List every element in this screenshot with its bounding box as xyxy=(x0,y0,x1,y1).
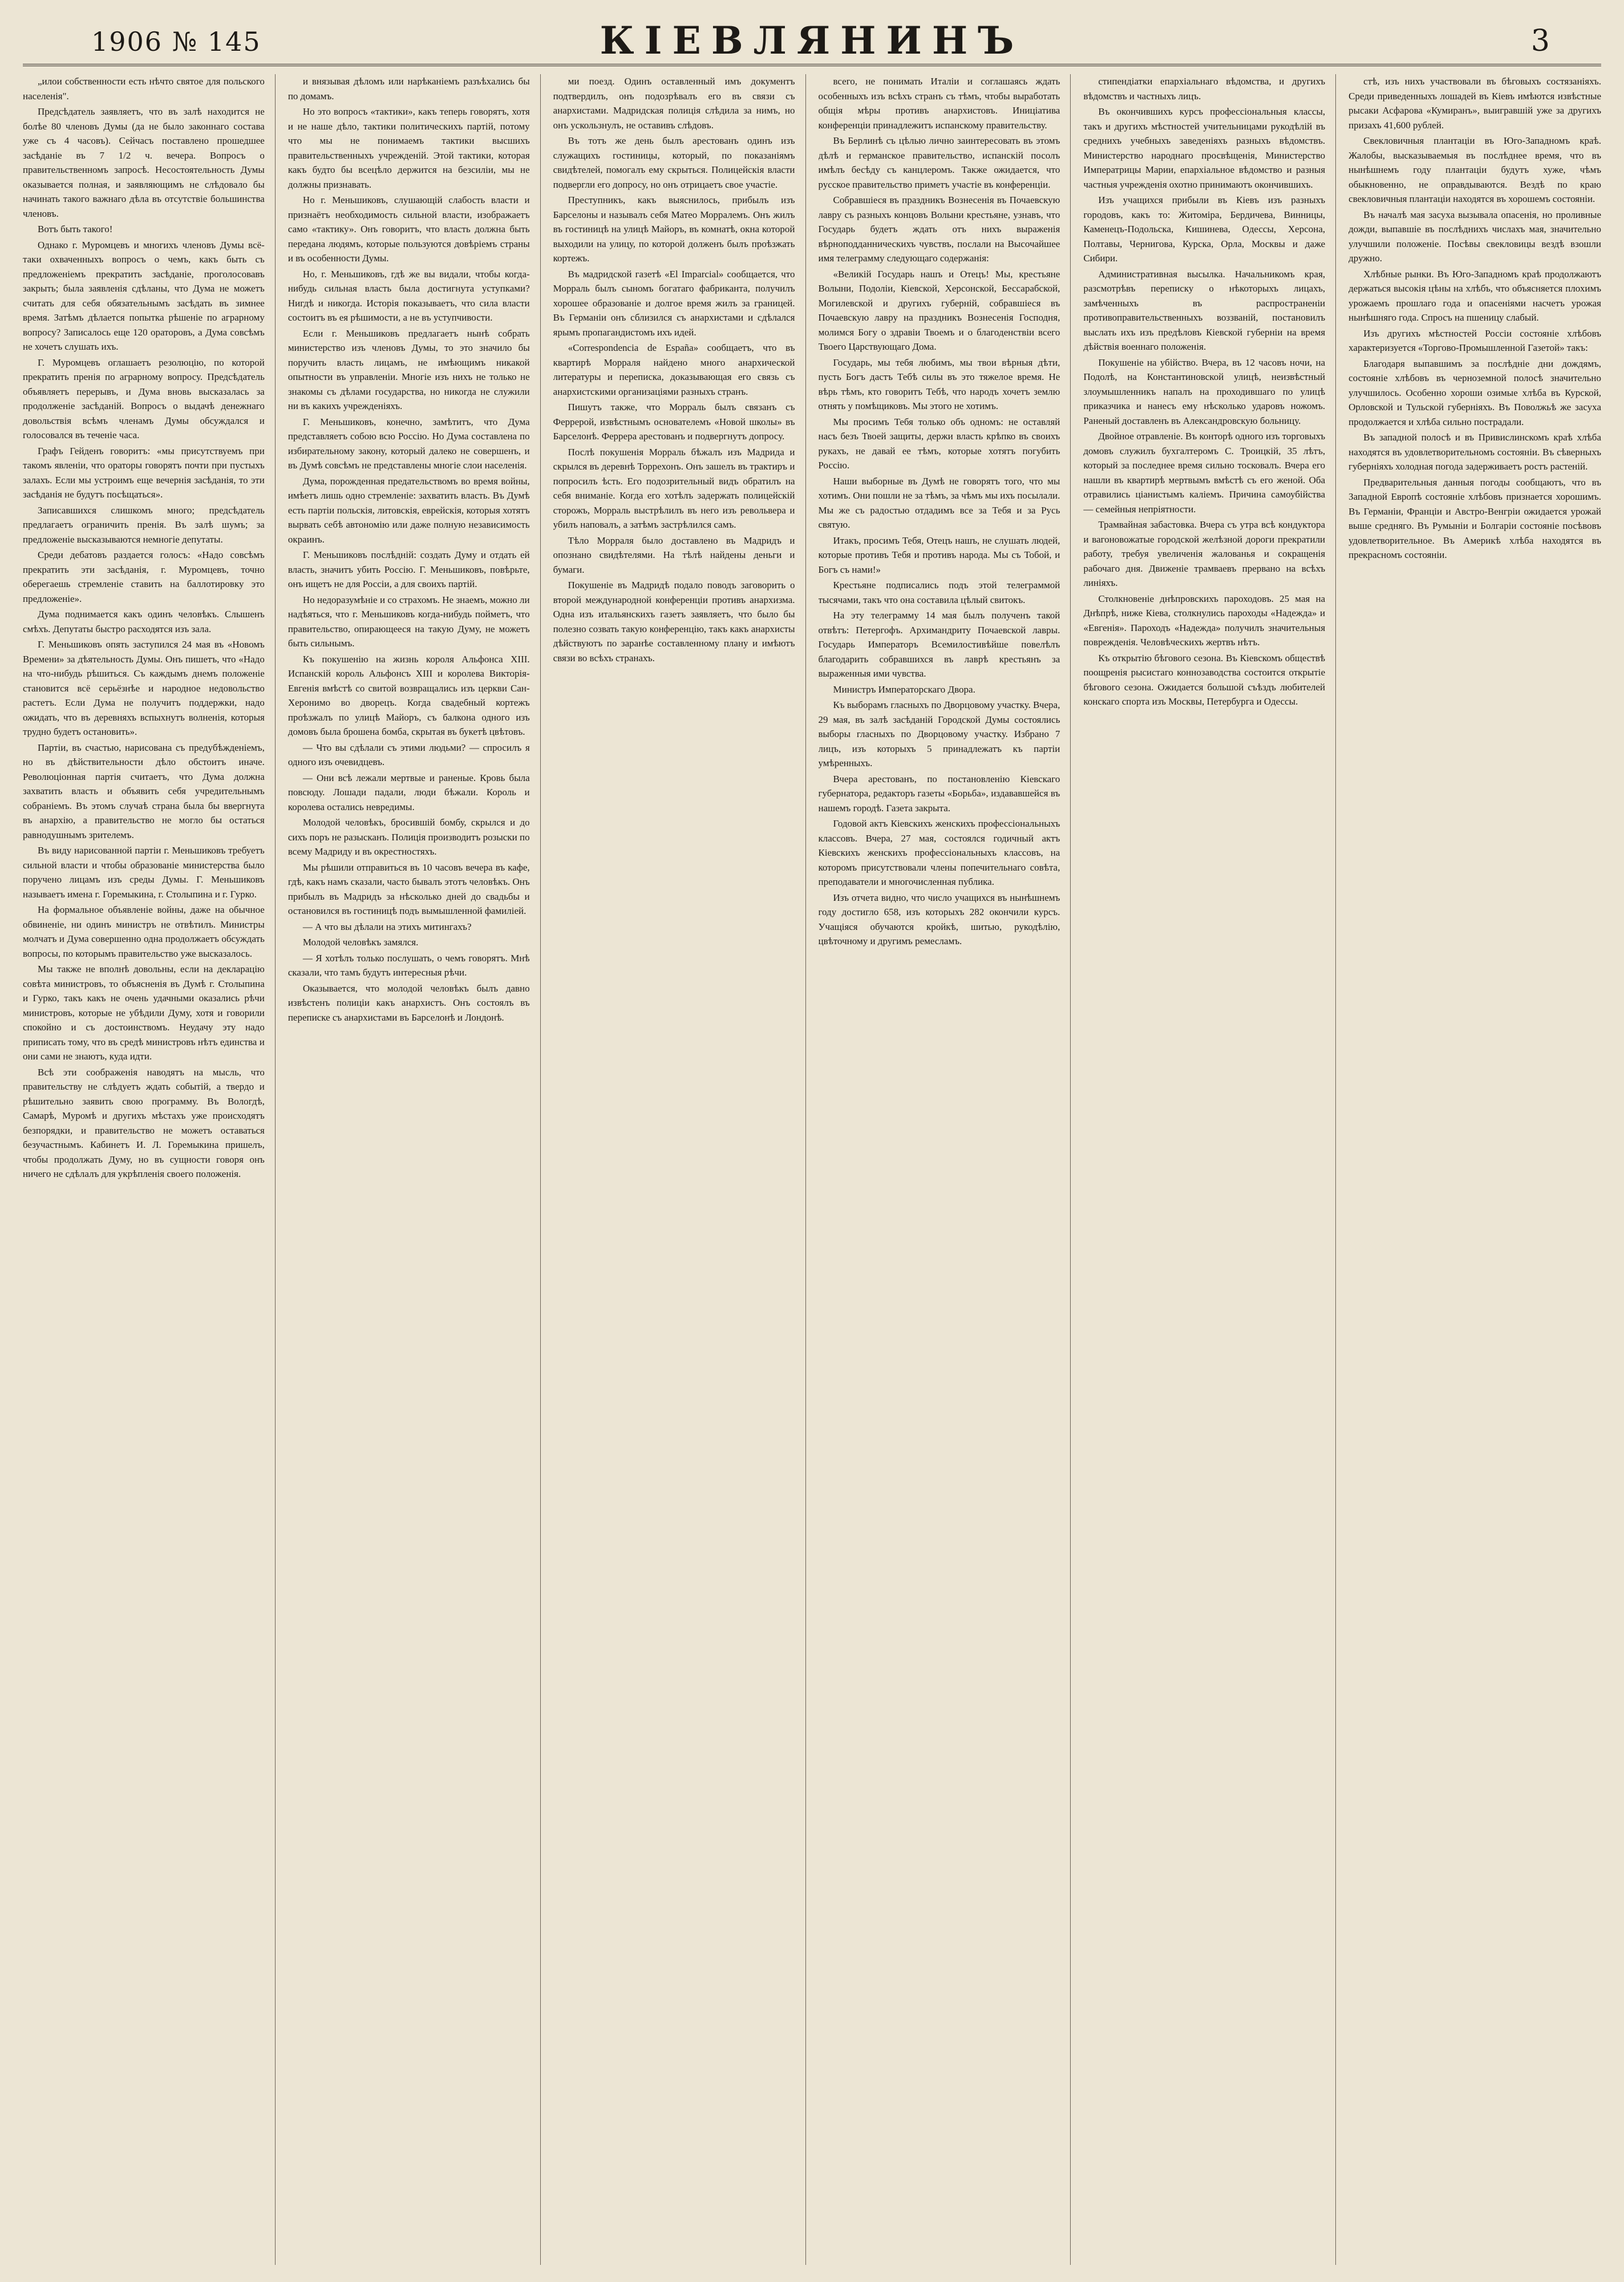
article-paragraph: Г. Меньшиковъ опять заступился 24 мая въ «Новомъ Времени» за дѣятельность Думы. Онъ пишетъ, что «Надо на что-нибудь рѣшиться. Съ каждымъ днемъ положеніе становится всё серьёзнѣе и народное недовольство растетъ. Если Дума не получитъ поддержки, надо ожидать, что въ деревняхъ вспыхнутъ волненія, которыя трудно будетъ остановить». xyxy=(23,639,265,737)
article-paragraph: Г. Муромцевъ оглашаетъ резолюцію, по которой прекратить пренія по аграрному вопросу. Предсѣдатель объявляетъ перерывъ, и Дума вновь высказалась за продолженіе засѣданій. Вопросъ о выдачѣ денежнаго довольствія всѣмъ членамъ Думы обсуждался и голосовался въ теченіе часа. xyxy=(23,357,265,440)
article-paragraph: Свекловичныя плантаціи въ Юго-Западномъ краѣ. Жалобы, высказываемыя въ послѣднее время, что въ нынѣшнемъ году плантаціи будутъ хуже, чѣмъ обыкновенно, не оправдываются. Вездѣ по краю свекловичныя плантаціи находятся въ хорошемъ состояніи. xyxy=(1348,135,1601,204)
article-paragraph: Партіи, въ счастью, нарисована съ предубѣжденіемъ, но въ дѣйствительности дѣло обстоитъ иначе. Революціонная партія считаетъ, что Дума должна захватить власть и объявить себя учредительнымъ собраніемъ. Въ этомъ случаѣ страна была бы ввергнута въ анархію, а правительство не могло бы остаться равнодушнымъ зрителемъ. xyxy=(23,742,265,840)
article-paragraph: — Они всѣ лежали мертвые и раненые. Кровь была повсюду. Лошади падали, люди бѣжали. Король и королева остались невредимы. xyxy=(287,772,530,812)
article-paragraph: Столкновеніе днѣпровскихъ пароходовъ. 25 мая на Днѣпрѣ, ниже Кіева, столкнулись пароходы «Надежда» и «Евгенія». Пароходъ «Надежда» получилъ значительныя поврежденія. Человѣческихъ жертвъ нѣтъ. xyxy=(1083,593,1326,648)
newspaper-title: КІЕВЛЯНИНЪ xyxy=(600,18,1024,63)
article-paragraph: Среди дебатовъ раздается голосъ: «Надо совсѣмъ прекратить эти засѣданія, г. Муромцевъ, точно оберегаешь стремленіе ставить на баллотировку это предложеніе». xyxy=(23,549,265,604)
article-paragraph: Преступникъ, какъ выяснилось, прибылъ изъ Барселоны и называлъ себя Матео Морралемъ. Онъ жилъ въ гостиницѣ на улицѣ Майоръ, въ комнатѣ, окна которой выходили на улицу, по которой долженъ былъ проѣзжать кортежъ. xyxy=(553,195,795,264)
article-paragraph: Мы также не вполнѣ довольны, если на декларацію совѣта министровъ, то объясненія въ Думѣ г. Столыпина и Гурко, такъ какъ не очень удачными оказались рѣчи министровъ, которые не убѣдили Думу, хотя и говорили спокойно и съ достоинствомъ. Неудачу эту надо приписать тому, что въ средѣ министровъ нѣтъ единства и они сами не знаютъ, куда идти. xyxy=(23,964,265,1062)
article-paragraph: Вчера арестованъ, по постановленію Кіевскаго губернатора, редакторъ газеты «Борьба», издававшейся въ нашемъ городѣ. Газета закрыта. xyxy=(818,773,1060,814)
article-paragraph: Мы просимъ Тебя только объ одномъ: не оставляй насъ безъ Твоей защиты, держи власть крѣпко въ своихъ рукахъ, не давай ее тѣмъ, которые хотятъ погубить Россію. xyxy=(818,416,1060,471)
article-paragraph: стипендіатки епархіальнаго вѣдомства, и другихъ вѣдомствъ и частныхъ лицъ. xyxy=(1083,76,1326,102)
article-paragraph: Въ виду нарисованной партіи г. Меньшиковъ требуетъ сильной власти и чтобы образованіе министерства было поручено лицамъ изъ среды Думы. Г. Меньшиковъ называетъ имена г. Горемыкина, г. Столыпина и г. Гурко. xyxy=(23,845,265,900)
article-paragraph: Дума поднимается какъ одинъ человѣкъ. Слышенъ смѣхъ. Депутаты быстро расходятся изъ зала. xyxy=(23,609,265,634)
text-columns xyxy=(23,74,1601,2265)
article-paragraph: Молодой человѣкъ замялся. xyxy=(302,937,419,948)
article-paragraph: Но это вопросъ «тактики», какъ теперь говорятъ, хотя и не наше дѣло, тактики политическихъ партій, потому что мы не понимаемъ тактики высшихъ правительственныхъ учрежденій. Этой тактики, которая какъ будто бы всецѣло держится на безсиліи, мы не должны признавать. xyxy=(287,106,530,190)
article-paragraph: Въ началѣ мая засуха вызывала опасенія, но проливные дожди, выпавшіе въ послѣднихъ числахъ мая, значительно улучшили положеніе. Посѣвы свекловицы вездѣ взошли дружно. xyxy=(1348,209,1601,264)
column-4 xyxy=(819,74,1071,2265)
article-paragraph: Если г. Меньшиковъ предлагаетъ нынѣ собрать министерство изъ членовъ Думы, то это значило бы поручить власть лицамъ, не имѣющимъ никакой опытности въ управленіи. Многіе изъ нихъ не только не знакомы съ дѣлами государства, но никогда не служили ни въ какихъ учрежденіяхъ. xyxy=(287,327,530,411)
article-paragraph: и внязывая дѣломъ или нарѣканіемъ разъѣхались бы по домамъ. xyxy=(287,76,530,102)
article-paragraph: ми поезд. Одинъ оставленный имъ документъ подтвердилъ, онъ подозрѣвалъ его въ связи съ анархистами. Мадридская полиція слѣдила за нимъ, но онъ ускользнулъ, не оставивъ слѣдовъ. xyxy=(553,76,795,131)
article-paragraph: На эту телеграмму 14 мая былъ полученъ такой отвѣтъ: Петергофъ. Архимандриту Почаевской лавры. Государь Императоръ Всемилостивѣйше повелѣлъ благодарить собравшихся въ лаврѣ крестьянъ за выраженныя ими чувства. xyxy=(818,610,1060,679)
issue-number: 1906 № 145 xyxy=(91,26,261,57)
article-paragraph: Благодаря выпавшимъ за послѣдніе дни дождямъ, состояніе хлѣбовъ въ черноземной полосѣ значительно улучшилось. Особенно хороши озимые хлѣба въ Курской, Орловской и Тульской губерніяхъ. Въ Поволжьѣ же засуха продолжается и хлѣба сильно пострадали. xyxy=(1348,358,1601,427)
article-paragraph: — А что вы дѣлали на этихъ митингахъ? xyxy=(302,921,472,932)
article-paragraph: Пишутъ также, что Морраль былъ связанъ съ Феррерой, извѣстнымъ основателемъ «Новой школы» въ Барселонѣ. Феррера арестованъ и подвергнутъ допросу. xyxy=(553,402,795,442)
article-paragraph: стѣ, изъ нихъ участвовали въ бѣговыхъ состязаніяхъ. Среди приведенныхъ лошадей въ Кіевъ имѣются извѣстные рысаки Асфарова «Кумиранъ», выигравшій уже за другихъ призахъ 41,600 рублей. xyxy=(1348,76,1601,131)
column-3 xyxy=(553,74,806,2265)
article-paragraph: Къ покушенію на жизнь короля Альфонса XIII. Испанскій король Альфонсъ ХIII и королева Викторія-Евгенія вмѣстѣ со свитой возвращались изъ церкви Сан-Херонимо во дворецъ. Когда свадебный кортежъ проѣзжалъ по улицѣ Майоръ, съ балкона одного изъ домовъ была брошена бомба, скрытая въ букетѣ цвѣтовъ. xyxy=(287,653,530,737)
article-paragraph: Административная высылка. Начальникомъ края, разсмотрѣвъ переписку о нѣкоторыхъ лицахъ, замѣченныхъ въ распространеніи противоправительственныхъ воззваній, постановилъ выслать ихъ изъ предѣловъ Кіевской губерніи на время дѣйствія военнаго положенія. xyxy=(1083,268,1326,352)
article-paragraph: Крестьяне подписались подъ этой телеграммой тысячами, такъ что она составила цѣлый свитокъ. xyxy=(818,580,1060,605)
article-paragraph: Покушеніе въ Мадридѣ подало поводъ заговорить о второй международной конференціи противъ анархизма. Одна изъ итальянскихъ газетъ заявляетъ, что было бы полезно созвать такую конференцію, такъ какъ анархисты дѣйствуютъ по заранѣе составленному плану и имѣютъ связи во всѣхъ странахъ. xyxy=(553,580,795,663)
article-paragraph: Въ тотъ же день былъ арестованъ одинъ изъ служащихъ гостиницы, который, по показаніямъ свидѣтелей, помогалъ ему скрыться. Полицейскія власти подвергли его допросу, но онъ отрицаетъ свое участіе. xyxy=(553,135,795,190)
article-paragraph: «Великій Государь нашъ и Отецъ! Мы, крестьяне Волыни, Подоліи, Кіевской, Херсонской, Бессарабской, Могилевской и другихъ губерній, собравшіеся въ Почаевскую лавру на праздникъ Вознесенія Господня, молимся Богу о здравіи Твоемъ и о благоденствіи всего Твоего Царствующаго Дома. xyxy=(818,268,1060,352)
article-paragraph: Къ выборамъ гласныхъ по Дворцовому участку. Вчера, 29 мая, въ залѣ засѣданій Городской Думы состоялись выборы гласныхъ по Дворцовому участку. Избрано 7 лицъ, изъ которыхъ 5 принадлежатъ къ партіи умѣренныхъ. xyxy=(818,699,1060,768)
article-paragraph: Покушеніе на убійство. Вчера, въ 12 часовъ ночи, на Подолѣ, на Константиновской улицѣ, неизвѣстный злоумышленникъ напалъ на проходившаго по улицѣ приказчика и нанесъ ему нѣсколько ударовъ ножомъ. Раненый доставленъ въ Александровскую больницу. xyxy=(1083,357,1326,426)
column-1 xyxy=(23,74,276,2265)
article-paragraph: Г. Меньшиковъ послѣдній: создать Думу и отдать ей власть, значитъ убить Россію. Г. Меньшиковъ, повѣрьте, онъ ищетъ не для Россіи, а для своихъ партій. xyxy=(287,549,530,589)
article-paragraph: Въ окончившихъ курсъ профессіональныя классы, такъ и другихъ мѣстностей учительницами рукодѣлій въ среднихъ учебныхъ заведеніяхъ разныхъ вѣдомствъ. Министерство народнаго просвѣщенія, Министерство Императрицы Марии, епархіальное вѣдомство и разныя частныя учрежденія охотно принимаютъ окончившихъ. xyxy=(1083,106,1326,190)
article-paragraph: Изъ отчета видно, что число учащихся въ нынѣшнемъ году достигло 658, изъ которыхъ 282 окончили курсъ. Учащіяся обучаются кройкѣ, шитью, рукодѣлію, цвѣточному и другимъ ремесламъ. xyxy=(818,892,1060,946)
article-paragraph: Г. Меньшиковъ, конечно, замѣтитъ, что Дума представляетъ собою всю Россію. Но Дума составлена по избирательному закону, который далеко не совершенъ, и въ Думѣ совсѣмъ не представлены многіе слои населенія. xyxy=(287,416,530,471)
article-paragraph: Однако г. Муромцевъ и многихъ членовъ Думы всё-таки охваченныхъ вопросъ о чемъ, какъ быть съ предложеніемъ прекратить засѣданіе, проголосовавъ закрыть; была заявленія сдѣланы, что Дума не можетъ считать для себя обязательнымъ засѣдать въ зимнее время. Затѣмъ дѣлается попытка рѣшеніе по аграрному вопросу? Записалось еще 120 ораторовъ, а Дума совсѣмъ не хочетъ слушать ихъ. xyxy=(23,239,265,352)
article-paragraph: «Correspondencia de España» сообщаетъ, что въ квартирѣ Морраля найдено много анархической литературы и переписка, доказывающая его связь съ анархистскими организаціями разныхъ странъ. xyxy=(553,342,795,397)
article-paragraph: Изъ учащихся прибыли въ Кіевъ изъ разныхъ городовъ, какъ то: Житоміра, Бердичева, Винницы, Каменецъ-Подольска, Кишинева, Одессы, Херсона, Полтавы, Чернигова, Курска, Орла, Москвы и даже Сибири. xyxy=(1083,195,1326,264)
column-2 xyxy=(288,74,541,2265)
masthead xyxy=(23,16,1601,66)
article-paragraph: Молодой человѣкъ, бросившій бомбу, скрылся и до сихъ поръ не разысканъ. Полиція производитъ розыски по всему Мадриду и въ окрестностяхъ. xyxy=(287,817,530,857)
article-paragraph: Графъ Гейденъ говоритъ: «мы присутствуемъ при такомъ явленіи, что ораторы говорятъ почти при пустыхъ залахъ. Если мы устроимъ еще вечернія засѣданія, то эти засѣданія не будутъ посѣщаться». xyxy=(23,445,265,500)
article-paragraph: Предварительныя данныя погоды сообщаютъ, что въ Западной Европѣ состояніе хлѣбовъ признается хорошимъ. Въ Германіи, Франціи и Австро-Венгріи ожидается урожай выше средняго. Въ Румыніи и Болгаріи состояніе посѣвовъ удовлетворительное. Въ Америкѣ хлѣба находятся въ прекрасномъ состояніи. xyxy=(1348,476,1601,560)
article-paragraph: Хлѣбные рынки. Въ Юго-Западномъ краѣ продолжаютъ держаться высокія цѣны на хлѣбъ, что объясняется плохимъ урожаемъ прошлаго года и опасеніями насчетъ урожая нынѣшняго года. Спросъ на пшеницу слабый. xyxy=(1348,268,1601,323)
article-paragraph: Всѣ эти соображенія наводятъ на мысль, что правительству не слѣдуетъ ждать событій, а твердо и рѣшительно заявить свою программу. Въ Вологдѣ, Самарѣ, Муромѣ и другихъ мѣстахъ уже происходятъ безпорядки, и правительство не можетъ оставаться безучастнымъ. Кабинетъ И. Л. Горемыкина пришелъ, чтобы продолжать Думу, но въ сущности говоря онъ ничего не сдѣлалъ для укрѣпленія своего положенія. xyxy=(23,1066,265,1179)
article-paragraph: Мы рѣшили отправиться въ 10 часовъ вечера въ кафе, гдѣ, какъ намъ сказали, часто бывалъ этотъ человѣкъ. Онъ прибылъ въ Мадридъ за нѣсколько дней до свадьбы и остановился въ гостиницѣ подъ вымышленной фамиліей. xyxy=(287,861,530,916)
article-paragraph: — Что вы сдѣлали съ этими людьми? — спросилъ я одного изъ очевидцевъ. xyxy=(287,742,530,767)
article-paragraph: Дума, порожденная предательствомъ во время войны, имѣетъ лишь одно стремленіе: захватить власть. Въ Думѣ есть партіи польскія, литовскія, еврейскія, которыя хотятъ вырвать себѣ автономію или даже полную независимость окраинъ. xyxy=(287,475,530,545)
article-paragraph: Двойное отравленіе. Въ конторѣ одного изъ торговыхъ домовъ служилъ бухгалтеромъ С. Троицкій, 35 лѣтъ, который за последнее время сильно тосковалъ. Вчера его нашли въ квартирѣ мертвымъ вмѣстѣ съ его женой. Оба отравились ціанистымъ каліемъ. Причина самоубійства — семейныя непріятности. xyxy=(1083,431,1326,515)
article-paragraph: Государь, мы тебя любимъ, мы твои вѣрныя дѣти, пусть Богъ дастъ Тебѣ силы въ это тяжелое время. Не вѣрь тѣмъ, кто говоритъ Тебѣ, что народъ хочетъ землю отнять у помѣщиковъ. Мы этого не хотимъ. xyxy=(818,357,1060,411)
article-paragraph: Предсѣдатель заявляетъ, что въ залѣ находится не болѣе 80 членовъ Думы (да не было законнаго состава уже съ 4 часовъ). Сейчасъ поставлено прошедшее засѣданіе въ 7 1/2 ч. вечера. Вопросъ о правительственномъ запросѣ. Несостоятельность Думы оказывается полная, и заявляющимъ не слѣдовало бы начинать такого важнаго дѣла въ отсутствіе большинства членовъ. xyxy=(23,106,265,219)
page-number: 3 xyxy=(1530,24,1550,58)
article-paragraph: Итакъ, просимъ Тебя, Отецъ нашъ, не слушать людей, которые противъ Тебя и противъ народа. Мы съ Тобой, и Богъ съ нами!» xyxy=(818,535,1060,575)
article-paragraph: Наши выборные въ Думѣ не говорятъ того, что мы хотимъ. Они пошли не за тѣмъ, за чѣмъ мы ихъ посылали. Мы же съ радостью отдадимъ все за Тебя и за Русь святую. xyxy=(818,475,1060,530)
column-6 xyxy=(1348,74,1601,2265)
article-paragraph: Оказывается, что молодой человѣкъ былъ давно извѣстенъ полиціи какъ анархистъ. Онъ состоялъ въ переписке съ анархистами въ Барселонѣ и Лондонѣ. xyxy=(287,982,530,1023)
article-paragraph: Въ Берлинѣ съ цѣлью лично заинтересовать въ этомъ дѣлѣ и германское правительство, испанскій посолъ имѣлъ бесѣду съ канцлеромъ. Также ожидается, что русское правительство приметъ участіе въ конференціи. xyxy=(818,135,1060,190)
article-paragraph: Въ западной полосѣ и въ Привислинскомъ краѣ хлѣба находятся въ удовлетворительномъ состояніи. Въ сѣверныхъ губерніяхъ холодная погода задерживаетъ ростъ растеній. xyxy=(1348,432,1601,472)
article-paragraph: — Я хотѣлъ только послушать, о чемъ говорятъ. Мнѣ сказали, что тамъ будутъ интересныя рѣчи. xyxy=(287,952,530,978)
article-paragraph: Но, г. Меньшиковъ, гдѣ же вы видали, чтобы когда-нибудь сильная власть была достигнута уступками? Нигдѣ и никогда. Исторія показываетъ, что сила власти состоитъ въ ея рѣшимости, а не въ уступчивости. xyxy=(287,268,530,323)
article-paragraph: Трамвайная забастовка. Вчера съ утра всѣ кондуктора и вагоновожатые городской желѣзной дороги прекратили работу, требуя увеличенія жалованья и сокращенія рабочаго дня. Движеніе трамваевъ прервано на всѣхъ линіяхъ. xyxy=(1083,519,1326,588)
article-paragraph: Тѣло Морраля было доставлено въ Мадридъ и опознано свидѣтелями. На тѣлѣ найдены деньги и бумаги. xyxy=(553,535,795,575)
article-paragraph: Но г. Меньшиковъ, слушающій слабость власти и признаётъ необходимость сильной власти, изображаетъ само «тактику». Онъ говоритъ, что власть должна быть передана людямъ, которые пользуются довѣріемъ страны и въ особенности Думы. xyxy=(287,195,530,264)
article-paragraph: Но недоразумѣніе и со страхомъ. Не знаемъ, можно ли надѣяться, что г. Меньшиковъ когда-нибудь пойметъ, что правительство, опирающееся на такую Думу, не можетъ быть сильнымъ. xyxy=(287,594,530,649)
article-paragraph: На формальное объявленіе войны, даже на обычное обвиненіе, ни одинъ министръ не отвѣтилъ. Министры молчатъ и Дума совершенно одна продолжаетъ обсуждать вопросы, по которымъ правительство уже высказалось. xyxy=(23,904,265,959)
column-5 xyxy=(1083,74,1336,2265)
article-paragraph: Собравшіеся въ праздникъ Вознесенія въ Почаевскую лавру съ разныхъ концовъ Волыни крестьяне, узнавъ, что Государь будетъ ждать отъ нихъ выраженія вѣрноподданническихъ чувствъ, послали на Высочайшее имя телеграмму следующаго содержанія: xyxy=(818,195,1060,264)
article-paragraph: Вотъ быть такого! xyxy=(38,224,113,234)
article-paragraph: Министръ Императорскаго Двора. xyxy=(833,683,975,695)
article-paragraph: „илои собственности есть нѣчто святое для польского населенія". xyxy=(23,76,265,102)
article-paragraph: Послѣ покушенія Морраль бѣжалъ изъ Мадрида и скрылся въ деревнѣ Торрехонъ. Онъ зашелъ въ трактиръ и попросилъ ѣсть. Его подозрительный видъ обратилъ на себя вниманіе. Когда его хотѣлъ задержать полицейскій сторожъ, Морраль выстрѣлилъ въ него изъ револьвера и убилъ наповалъ, а затѣмъ застрѣлился самъ. xyxy=(553,446,795,530)
article-paragraph: Въ мадридской газетѣ «El Imparcial» сообщается, что Морраль былъ сыномъ богатаго фабриканта, получилъ хорошее образованіе и долгое время жилъ за границей. Въ Германіи онъ сблизился съ анархистами и сдѣлался ярымъ пропагандистомъ ихъ идей. xyxy=(553,268,795,338)
article-paragraph: всего, не понимать Италіи и соглашаясь ждать особенныхъ изъ всѣхъ странъ съ тѣмъ, чтобы выработать общія мѣры противъ анархистовъ. Иниціатива конференціи принадлежитъ испанскому правительству. xyxy=(818,76,1060,131)
article-paragraph: Годовой актъ Кіевскихъ женскихъ профессіональныхъ классовъ. Вчера, 27 мая, состоялся годичный актъ Кіевскихъ женскихъ профессіональныхъ классовъ, на которомъ присутствовали члены попечительнаго совѣта, преподаватели и многочисленная публика. xyxy=(818,818,1060,887)
article-paragraph: Къ открытію бѣгового сезона. Въ Кіевскомъ обществѣ поощренія рысистаго коннозаводства состоится открытіе бѣгового сезона. Ожидается большой съѣздъ любителей конскаго спорта изъ Москвы, Петербурга и Одессы. xyxy=(1083,652,1326,707)
article-paragraph: Изъ другихъ мѣстностей Россіи состояніе хлѣбовъ характеризуется «Торгово-Промышленной Газетой» такъ: xyxy=(1348,327,1601,353)
article-paragraph: Записавшихся слишкомъ много; предсѣдатель предлагаетъ ограничить пренія. Въ залѣ шумъ; за предложеніе высказываются немногіе депутаты. xyxy=(23,504,265,545)
